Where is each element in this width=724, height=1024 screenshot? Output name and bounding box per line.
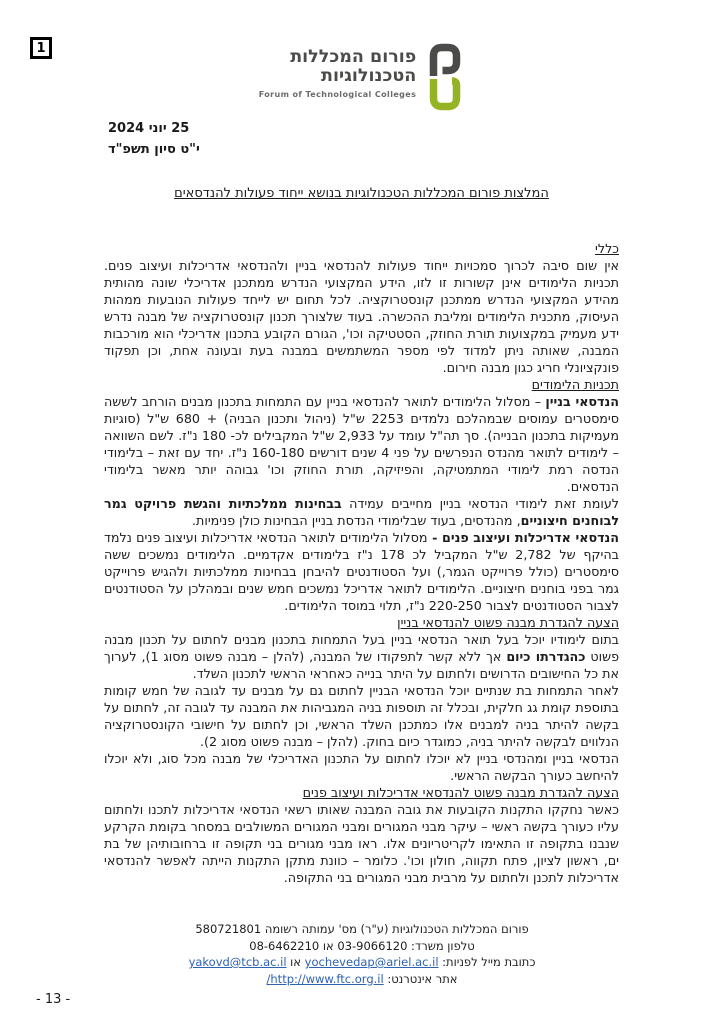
paragraph [104,393,619,495]
logo-text [259,42,417,99]
logo-english-name: Forum of Technological Colleges [258,90,417,99]
footer-phone-line: טלפון משרד: 03-9066120 או 08-6462210 [249,938,475,953]
text-run: אין שום סיבה לכרוך סמכויות ייחוד פעולות להנדסאי בניין ולהנדסאי אדריכלות ועיצוב פנים. תכניות הלימודים אינן קשורות זו לזו, הידע המקצועי הנדרש ממתכנן אדריכלי שונה מהותית מהידע המקצועי הנדרש ממתכנן קונסטרוקציה. לכל תחום יש לייחד פעולות הנובעות ממהות העיסוק, מתכנית הלימודים ומליבת ההכשרה. בעוד שלצורך תכנון קונסטרוקציה של מבנה נדרש ידע מעמיק במקצועות תורת החוזק, הסטטיקה וכו', הגורם הקובע בתכנון אדריכלי הוא מורכבות המבנה, שאותה ניתן למדוד לפי מספר המשתמשים במבנה בעת ובעונה אחת, וכן תפקוד פונקציונלי חריג כגון מבנה חירום. [104,258,619,375]
email-link-yochevedap[interactable]: yochevedap@ariel.ac.il [304,955,439,969]
footer-org-line: פורום המכללות הטכנולוגיות (ע"ר) מס' עמותה רשומה 580721801 [195,922,529,936]
section-heading-2: הצעה להגדרת מבנה פשוט להנדסאי בניין [397,615,619,630]
footer-email-label: כתובת מייל לפניות: [438,955,536,969]
footer-email-line [60,954,664,971]
paragraph [104,257,619,376]
section-heading-0: כללי [595,241,619,256]
footer-website-label: אתר אינטרנט: [383,971,458,986]
date-hebrew: י"ט סיון תשפ"ד [108,142,200,157]
bold-text-run: כהגדרתו כיום [506,649,586,664]
footer-or-word: או [290,955,301,969]
section-heading-1: תכניות הלימודים [531,377,619,392]
text-run: לעומת זאת לימודי הנדסאי בניין מחייבים עמידה [341,496,619,511]
paragraph [104,801,619,886]
text-run: כאשר נחקקו התקנות הקובעות את גובה המבנה שאותו רשאי הנדסאי אדריכלות לתכנו ולחתום עליו כעורך בקשה ראשי – עיקר מבני המגורים ומבני המגורים המשולבים במסחר בקומת הקרקע שנבנו בתקופה זו התאימו לקריטריונים אלו. ראו מבני מגורים בני תקופה זו ברחובותיהן של בת ים, ראשון לציון, פתח תקווה, חולון וכו'. כלומר – כוונת מתקן התקנות הייתה לאפשר להנדסאי אדריכלות לתכנן ולחתום על מרבית מבני המגורים בני התקופה. [104,802,619,885]
website-link[interactable]: http://www.ftc.org.il/ [266,971,384,986]
email-link-yakovd[interactable]: yakovd@tcb.ac.il [188,955,287,969]
paragraph [104,750,619,784]
section-heading-3: הצעה להגדרת מבנה פשוט להנדסאי אדריכלות ועיצוב פנים [302,785,619,800]
paragraph [104,631,619,682]
forum-logo-icon [425,42,465,112]
footer-website-line [60,971,664,988]
text-run: לאחר התמחות בת שנתיים יוכל הנדסאי הבניין לחתום גם על מבנים עד לגובה של חמש קומות בתוספת קומת גג חלקית, ובכלל זה תוספות בניה המגביהות את המבנה עד לגובה זה, לחתום על בקשה להיתר בניה למבנים אלו כמתכנן השלד הראשי, וכן לחתום על חישובי הקונסטרוקציה הנלווים לבקשה להיתר בניה, כמוגדר כיום בחוק. (להלן – מבנה פשוט מסוג 2). [104,683,619,749]
logo-hebrew-name [259,48,417,86]
text-run: , מהנדסים, בעוד שבלימודי הנדסת בניין הבחינות כולן פנימיות. [192,513,521,528]
logo [0,42,724,112]
document-title: המלצות פורום המכללות הטכנולוגיות בנושא ייחוד פעולות להנדסאים [174,186,549,201]
text-run: הנדסאי בניין ומהנדסי בניין לא יוכלו לחתום על התכנון האדריכלי של מבנה מכל סוג, ולא יוכלו להיחשב כעורך הבקשה הראשי. [104,751,619,783]
logo-hebrew-line1: פורום המכללות [290,47,417,67]
paragraph [104,529,619,614]
page-number: - 13 - [36,992,71,1007]
date-gregorian: 25 יוני 2024 [108,121,190,136]
paragraph [104,682,619,750]
bold-text-run: הנדסאי אדריכלות ועיצוב פנים - [427,530,619,545]
paragraph [104,495,619,529]
bold-text-run: הנדסאי בניין [545,394,619,409]
annotation-marker: 1 [30,37,52,59]
footer [60,921,664,987]
bold-text-run: בבחינות ממלכתיות והגשת פרויקט גמר לבוחנים חיצוניים [104,496,619,528]
date-block [108,118,200,160]
text-run: בתום לימודיו יוכל בעל תואר הנדסאי בניין בעל התמחות בתכנון מבנים לחתום על תכנון מבנה פשוט [104,632,619,664]
text-run: מסלול הלימודים לתואר הנדסאי אדריכלות ועיצוב פנים נלמד בהיקף של 2,782 ש"ל המקביל לכ 178 נ"ז בלימודים אקדמיים. הלימודים נמשכים ששה סימסטרים (כולל פרוייקט הגמר,) ועל הסטודנטים להיבחן בבחינות ממלכתיות ולהגיש פרוייקט גמר בפני בוחנים חיצוניים. הלימודים לתואר אדריכל נמשכים חמש שנים ובמהלכן על הסטודנטים לצבור הסטודנטים לצבור 220-250 נ"ז, תלוי במוסד הלימודים. [104,530,619,613]
document-body [104,240,619,886]
text-run: – מסלול הלימודים לתואר להנדסאי בניין עם התמחות בתכנון מבנים הורחב לששה סימסטרים עמוסים שבמהלכם נלמדים 2253 ש"ל (ניהול ותכנון הבניה) + 680 ש"ל (סוגיות מעמיקות בתכנון הבנייה). סך תה"ל עומד על 2,933 ש"ל המקבילים לכ- 180 נ"ז. לשם השוואה – לימודים לתואר מהנדס הנפרשים על פני 4 שנים דורשים 160-180 נ"ז. יחד עם זאת – בלימודי הנדסה רמת לימודי המתמטיקה, והפיזיקה, תורת החוזק וכו' גבוהה יותר מאשר בלימודי הנדסאים. [104,394,619,494]
text-run: אך ללא קשר לתפקודו של המבנה, (להלן – מבנה פשוט מסוג 1), לערוך את כל החישובים הדרושים ולחתום על היתר בנייה כאחראי הראשי לתכנון השלד. [104,649,619,681]
logo-hebrew-line2: הטכנולוגיות [320,66,417,86]
